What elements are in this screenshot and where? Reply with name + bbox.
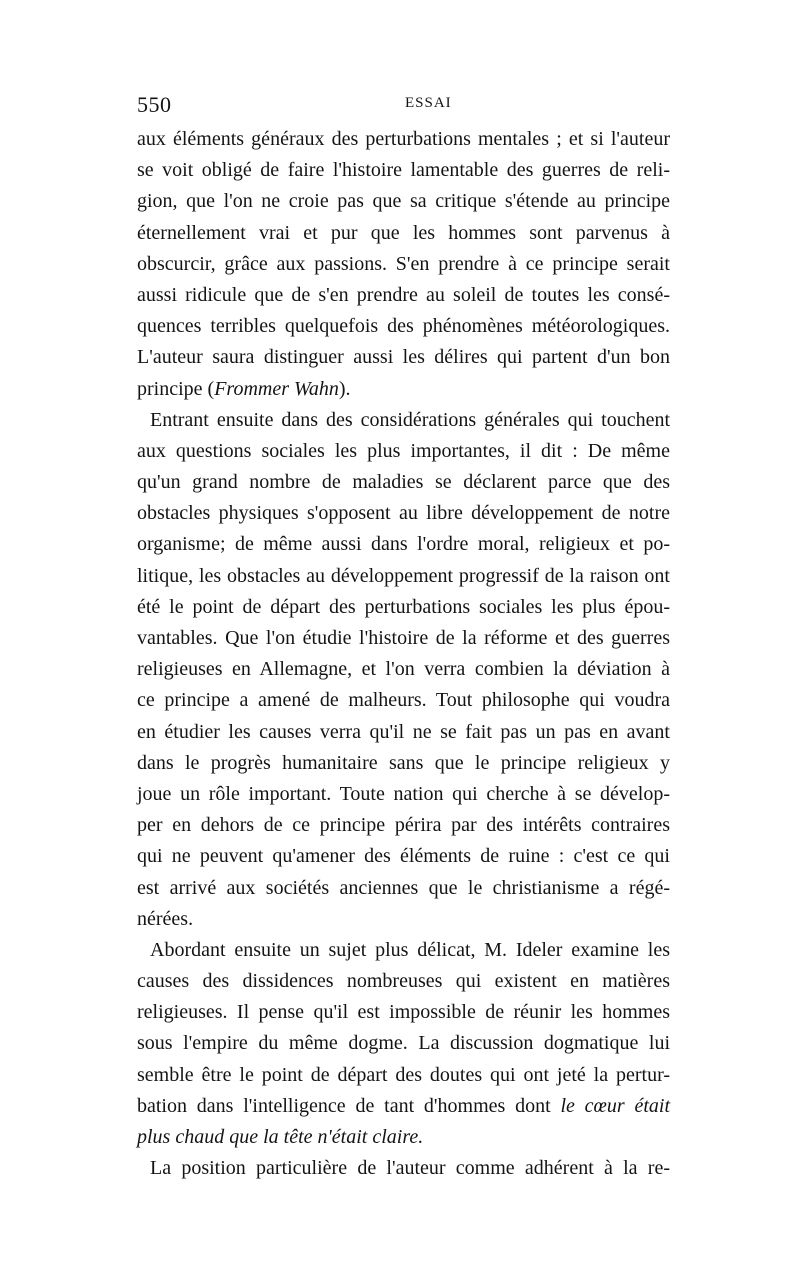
text-line: obstacles physiques s'opposent au libre développement de notre [137, 502, 670, 525]
running-head [137, 92, 670, 122]
text-line: per en dehors de ce principe périra par des intérêts contraires [137, 814, 670, 837]
text-run: principe ( [137, 377, 215, 400]
text-line: gion, que l'on ne croie pas que sa critique s'étende au principe [137, 190, 670, 213]
text-line: religieuses en Allemagne, et l'on verra combien la déviation à [137, 658, 670, 681]
page-number: 550 [137, 92, 172, 117]
text-line: été le point de départ des perturbations sociales les plus épou- [137, 595, 670, 618]
text-line: se voit obligé de faire l'histoire lamentable des guerres de reli- [137, 159, 670, 182]
italic-phrase-line: plus chaud que la tête n'était claire. [137, 1126, 424, 1148]
text-line [137, 1091, 670, 1122]
text-line: obscurcir, grâce aux passions. S'en prendre à ce principe serait [137, 252, 670, 275]
text-line: dans le progrès humanitaire sans que le principe religieux y [137, 751, 670, 774]
running-title: ESSAI [405, 95, 452, 111]
text-line: éternellement vrai et pur que les hommes sont parvenus à [137, 221, 670, 244]
text-line: en étudier les causes verra qu'il ne se fait pas un pas en avant [137, 720, 670, 743]
text-line: causes des dissidences nombreuses qui existent en matières [137, 970, 670, 993]
text-run: ). [338, 377, 351, 400]
italic-phrase: le cœur était [560, 1094, 670, 1117]
text-line: est arrivé aux sociétés anciennes que le christianisme a régé- [137, 876, 670, 899]
text-line: L'auteur saura distinguer aussi les délires qui partent d'un bon [137, 346, 670, 369]
text-line: aux questions sociales les plus importantes, il dit : De même [137, 439, 670, 462]
text-line: qu'un grand nombre de maladies se déclarent parce que des [137, 471, 670, 494]
text-line: religieuses. Il pense qu'il est impossible de réunir les hommes [137, 1001, 670, 1024]
text-line: aussi ridicule que de s'en prendre au soleil de toutes les consé- [137, 283, 670, 306]
text-line: organisme; de même aussi dans l'ordre moral, religieux et po- [137, 533, 670, 556]
text-line: ce principe a amené de malheurs. Tout philosophe qui voudra [137, 689, 670, 712]
paragraph-start-line: Entrant ensuite dans des considérations générales qui touchent [150, 408, 670, 431]
text-line: aux éléments généraux des perturbations mentales ; et si l'auteur [137, 128, 670, 150]
body-text [137, 124, 670, 1184]
text-run: bation dans l'intelligence de tant d'hommes dont [137, 1094, 561, 1117]
text-line: semble être le point de départ des doutes qui ont jeté la pertur- [137, 1063, 670, 1086]
text-line: qui ne peuvent qu'amener des éléments de ruine : c'est ce qui [137, 845, 670, 868]
text-line [137, 374, 670, 405]
text-line: quences terribles quelquefois des phénomènes météorologiques. [137, 315, 670, 338]
text-line: vantables. Que l'on étudie l'histoire de la réforme et des guerres [137, 627, 670, 649]
text-line: sous l'empire du même dogme. La discussion dogmatique lui [137, 1032, 670, 1055]
paragraph-start-line: Abordant ensuite un sujet plus délicat, M. Ideler examine les [150, 938, 670, 961]
text-line: litique, les obstacles au développement progressif de la raison ont [137, 564, 670, 587]
text-line: joue un rôle important. Toute nation qui cherche à se dévelop- [137, 782, 670, 805]
text-line: nérées. [137, 907, 194, 930]
italic-term: Frommer Wahn [214, 377, 339, 400]
paragraph-start-line: La position particulière de l'auteur comme adhérent à la re- [150, 1157, 670, 1180]
